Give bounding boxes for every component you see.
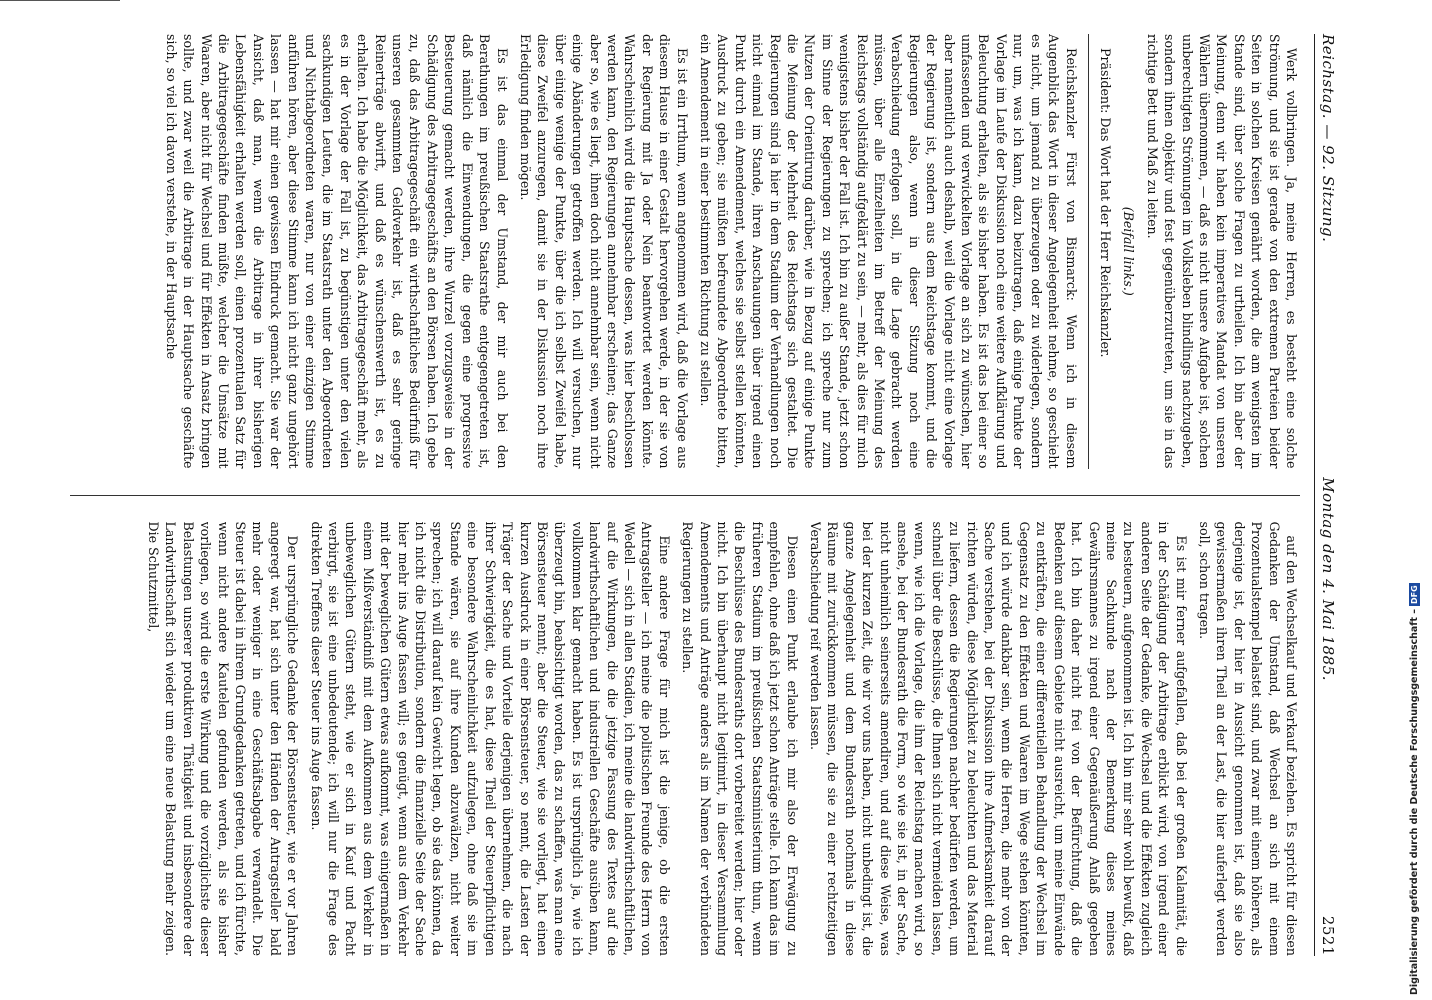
page-number: 2521 — [1319, 915, 1337, 956]
date-heading: Montag den 4. Mai 1885. — [1319, 477, 1337, 681]
paragraph: Reichskanzler Fürst von Bismarck: Wenn ich in diesem Augenblick das Wort in dieser Angelegenheit nehme, so geschieht es nicht, um jemand zu überzeugen oder zu widerlegen, sondern nur, um, was ich kann, dazu beizutragen, daß einige Punkte der Vorlage im Laufe der Diskussion noch eine weitere Aufklärung und Beleuchtung erhalten, als sie bisher haben. Es ist das bei einer so umfassenden und verwickelten Vorlage an sich zu wünschen, hier aber namentlich auch deshalb, weil die Vorlage nicht eine Vorlage der Regierung ist, sondern aus dem Reichstage kommt, und die Regierungen also, wenn in dieser Sitzung noch eine Verabschiedung erfolgen soll, in die Lage gebracht werden müssen, über alle Einzelheiten im Betreff der Meinung des Reichstags vollständig aufgeklärt zu sein, — mehr, als dies für mich wenigstens bisher der Fall ist. Ich bin zu außer Stande, jetzt schon im Sinne der Regierungen zu sprechen; ich spreche nur zum Nutzen der Orientirung darüber, wie in Bezug auf einige Punkte die Meinung der Mehrheit des Reichstags sich gestaltet. Die Regierungen sind ja hier in dem Stadium der Verhandlungen noch nicht einmal im Stande, ihren Anschauungen über irgend einen Punkt durch ein Amendement, welches sie selbst stellen könnten, Ausdruck zu geben; sie müßten befreundete Abgeordnete bitten, ein Amendement in einer bestimmten Richtung zu stellen. — [698, 34, 1079, 469]
column-divider — [70, 495, 1300, 496]
left-column — [70, 34, 1300, 469]
page-header — [1314, 34, 1337, 956]
section-rule — [1088, 34, 1089, 469]
president-line: Präsident: Das Wort hat der Herr Reichskanzler. — [1097, 48, 1113, 358]
paragraph: Es ist das einmal der Umstand, der mir auch bei den Berathungen im preußischen Staatsrathe entgegengetreten ist, daß nämlich die Einwendungen, die gegen eine progressive Besteuerung gemacht werden, ihre Wurzel vorzugsweise in der Schädigung des Arbitragegeschäfts an den Börsen haben. Ich gebe zu, daß das Arbitragegeschäft ein wirthschaftliches Bedürfniß für unseren gesammten Geldverkehr ist, daß es sehr geringe Reinerträge abwirft, und daß es wünschenswerth ist, es zu erhalten. Ich habe die Möglichkeit, das Arbitragegeschäft mehr, als es in der Vorlage der Fall ist, zu begünstigen unter den vielen sachkundigen Leuten, die im Staatsrath unter den Abgeordneten und Nichtabgeordneten waren, nur von einer einzigen Stimme anführen hören, aber diese Stimme kann ich nicht ganz ungehört lassen — hat mir einen gewissen Eindruck gemacht. Sie war der Ansicht, daß man, wenn die Arbitrage in ihrer bisherigen Lebensfähigkeit erhalten werden soll, einen prozentualen Satz für die Arbitragegeschäfte finden müßte, welcher die Umsätze mit Waaren, aber nicht für Wechsel und für Effekten in Ansatz bringen sollte, und zwar weil die Arbitrage in der Hauptsache geschäfte sich, so viel ich davon verstehe, in der Hauptsache — [163, 34, 510, 469]
paragraph: Es ist mir ferner aufgefallen, daß bei der großen Kalamität, die in der Schädigung der Arbitrage erblickt wird, von irgend einer anderen Seite der Gedanke, die Wechsel und die Effekten zugleich zu besteuern, aufgenommen ist. Ich bin mir sehr wohl bewußt, daß meine Sachkunde nach der Bemerkung dieses meines Gewährsmannes zu irgend einer Gegenäußerung Anlaß gegeben hat. Ich bin daher nicht frei von der Befürchtung, daß die Bedenken auf diesem Gebiete nicht ausreicht, um meine Einwände zu entkräften, die einer differentiellen Behandlung der Wechsel im Gegensatz zu den Effekten und Waaren im Wege stehen könnten, und ich würde dankbar sein, wenn die Herren, die mehr von der Sache verstehen, bei der Diskussion ihre Aufmerksamkeit darauf richten würden, diese Möglichkeit zu beleuchten und das Material zu liefern, dessen die Regierungen nachher bedürfen werden, um schnell über die Beschlüsse, die Ihnen sich nicht vermeiden lassen, wenn, wie ich die Vorlage, die ihm der Reichstag machen wird, so ansehe, bei der Bundesrath die Form, so wie sie ist, in der Sache, nicht unheimlich seinerseits amendiren, und auf diese Weise, was bei der kurzen Zeit, die wir vor uns haben, nicht unbedingt ist, die ganze Angelegenheit und dem Bundesrath nochmals in diese Räume mit zurückkommen müssen, die sie zu einer rechtzeitigen Verabschiedung reif werden lassen. — [808, 521, 1189, 956]
paragraph: Es ist ein Irrthum, wenn angenommen wird, daß die Vorlage aus diesem Hause in einer Gestalt hervorgehen werde, in der sie von der Regierung mit Ja oder Nein beantwortet werden könnte. Wahrscheinlich wird die Hauptsache dessen, was hier beschlossen werden kann, den Regierungen annehmbar erscheinen; das Ganze aber so, wie es liegt, ihnen doch nicht annehmbar sein, wenn nicht einige Abänderungen getroffen werden. Ich will versuchen, nur über einige wenige der Punkte, über die ich selbst Zweifel habe, diese Zweifel anzuregen, damit sie in der Diskussion noch ihre Erledigung finden mögen. — [517, 34, 690, 469]
digitization-credit — [1409, 10, 1427, 995]
paragraph: Diesen einen Punkt erlaube ich mir also der Erwägung zu empfehlen, ohne daß ich jetzt schon Anträge stelle. Ich kann das im früheren Stadium im preußischen Staatsministerium thun, wenn die Beschlüsse des Bundesraths dort vorbereitet werden; hier oder nicht. Ich bin überhaupt nicht legitimirt, in dieser Versammlung Amendements und Anträge anders als im Namen der verbündeten Regierungen zu stellen. — [680, 521, 800, 956]
paragraph: auf den Wechselkauf und Verkauf beziehen. Es spricht für diesen Gedanken der Umstand, daß Wechsel an sich mit einem Prozentualstempel belastet sind, und zwar mit einem höheren, als derjenige ist, der hier in Aussicht genommen ist, daß sie also gewissermaßen ihren Theil an der Last, die hier auferlegt werden soll, schon tragen. — [1196, 521, 1299, 956]
dfg-logo: DFG — [1410, 584, 1419, 604]
paragraph: Eine andere Frage für mich ist die jenige, ob die ersten Antragsteller — ich meine die politischen Freunde des Herrn von Wedell — sich in allen Stadien, ich meine die landwirthschaftlichen, auf die Wirkungen, die die jetzige Fassung des Textes auf die landwirthschaftlichen und industriellen Geschäfte ausüben kann, vollkommen klar gemacht haben. Es ist ursprünglich ja, wie ich überzeugt bin, beabsichtigt worden, das zu schaffen, was man eine Börsensteuer nennt; aber die Steuer, wie sie vorliegt, hat einen kurzen Ausdruck in einer Börsensteuer, so nennt, die Lasten der Träger der Sache und Vorteile derjenigen übernehmen, die nach ihrer Schwierigkeit, die es hat, diese Theil der Steuerpflichtigen eine besondere Wahrscheinlichkeit aufzulegen, ohne daß sie im Stande wären, sie auf ihre Kunden abzuwälzen, nicht weiter sprechen; ich will darauf kein Gewicht legen, ob sie das können, da ich nicht die Distribution, sondern die finanzielle Seite der Sache hier mehr ins Auge fassen will; es genügt, wenn aus dem Verkehr mit der beweglichen Gütern etwas aufkommt, was einigermaßen in einem Mißverständniß mit dem Aufkommen aus dem Verkehr in unbeweglichen Gütern steht, wie er sich in Kauf und Pacht verbirgt, sie ist eine unbedeutende; ich will nur die Frage des direkten Treffens dieser Steuer ins Auge fassen. — [308, 521, 672, 956]
paragraph: Der ursprüngliche Gedanke der Börsensteuer, wie er vor Jahren angeregt war, hat sich unter den Händen der Antragsteller bald mehr oder weniger in eine Geschäftsabgabe verwandelt. Die Steuer ist dabei in ihrem Grundgedanken getreten, und ich fürchte, wenn nicht andere Kautelen gefunden werden, als sie bisher vorliegen, so wird die erste Wirkung und die vorzüglichste dieser Belastungen unserer produktiven Thätigkeit und insbesondere der Landwirthschaft sich wieder um eine neue Belastung mehr zeigen. Die Schutzmittel, — [146, 521, 301, 956]
applause-note: (Beifall links.) — [1121, 206, 1137, 296]
paragraph: Werk vollbringen. Ja, meine Herren, es besteht eine solche Strömung, und sie ist gerade von den extremen Parteien beider Seiten in solchen Kreisen genährt worden, die am wenigsten im Stande sind, über solche Fragen zu urtheilen. Ich bin aber der Meinung, denn wir haben kein imperatives Mandat von unseren Wählern übernommen, — daß es nicht unsere Aufgabe ist, solchen unberechtigten Strömungen im Volksleben blindlings nachzugeben, sondern ihnen objektiv und fest gegenüberzutreten, um sie in das richtige Bett und Maß zu leiten. — [1144, 34, 1299, 469]
text-columns — [70, 34, 1300, 956]
session-heading: Reichstag. — 92. Sitzung. — [1319, 34, 1337, 243]
credit-text: Digitalisierung gefördert durch die Deutsche Forschungsgemeinschaft – — [1409, 608, 1420, 995]
right-column — [70, 522, 1300, 957]
